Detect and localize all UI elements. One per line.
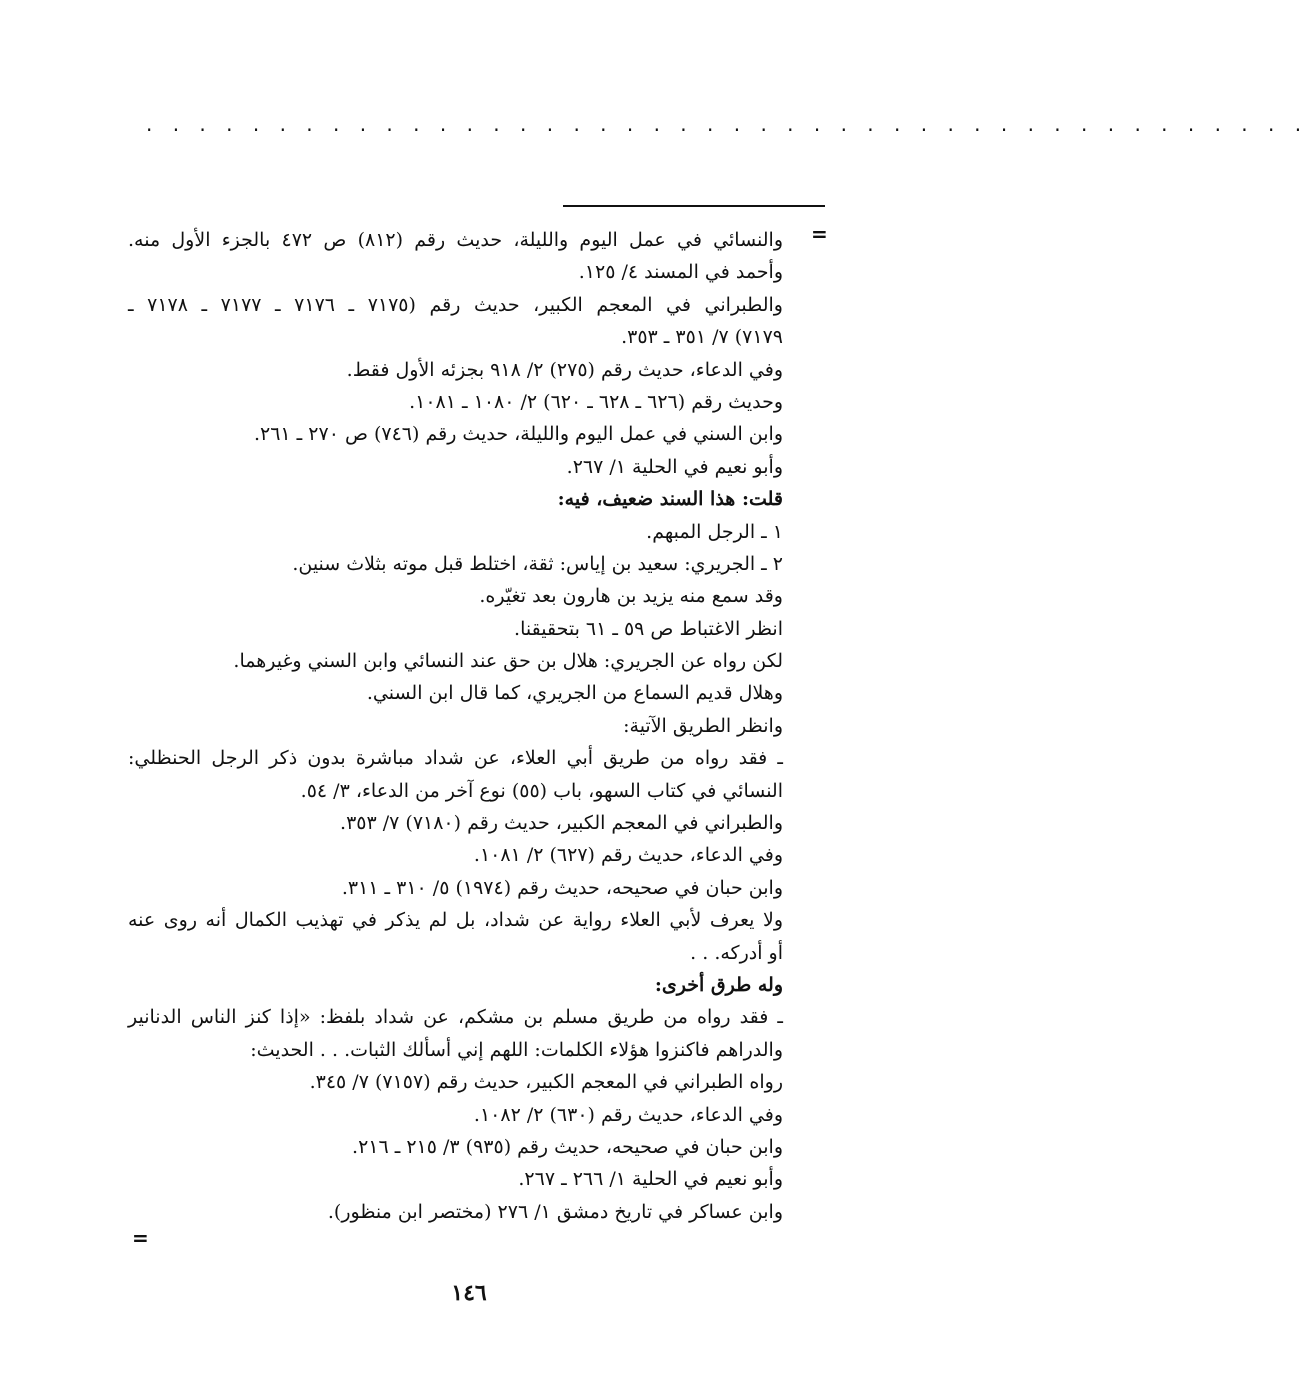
footnote-line: أو أدركه. . .	[690, 941, 783, 964]
footnote-line: وابن حبان في صحيحه، حديث رقم (٩٣٥) ٣/ ٢١٥ ـ ٢١٦.	[352, 1135, 783, 1158]
footnote-line: وانظر الطريق الآتية:	[623, 714, 783, 737]
footnote-line: والطبراني في المعجم الكبير، حديث رقم (٧١٨٠) ٧/ ٣٥٣.	[340, 812, 783, 835]
footnote-line: وأحمد في المسند ٤/ ١٢٥.	[578, 261, 783, 284]
footnote-line: رواه الطبراني في المعجم الكبير، حديث رقم (٧١٥٧) ٧/ ٣٤٥.	[309, 1071, 783, 1094]
footnote-separator-rule	[563, 205, 825, 207]
footnote-line: وفي الدعاء، حديث رقم (٦٢٧) ٢/ ١٠٨١.	[473, 844, 783, 867]
footnote-line: وابن السني في عمل اليوم والليلة، حديث رقم (٧٤٦) ص ٢٧٠ ـ ٢٦١.	[253, 423, 783, 446]
footnote-line: ١ ـ الرجل المبهم.	[646, 520, 783, 543]
footnote-line: ٧١٧٩) ٧/ ٣٥١ ـ ٣٥٣.	[621, 326, 783, 349]
page-number: ١٤٦	[451, 1280, 487, 1306]
footnote-line: وابن عساكر في تاريخ دمشق ١/ ٢٧٦ (مختصر ابن منظور).	[327, 1200, 783, 1223]
footnote-line: وأبو نعيم في الحلية ١/ ٢٦٦ ـ ٢٦٧.	[518, 1168, 783, 1191]
footnote-line: ـ فقد رواه من طريق أبي العلاء، عن شداد مباشرة بدون ذكر الرجل الحنظلي:	[128, 747, 783, 770]
footnote-line-heading: قلت: هذا السند ضعيف، فيه:	[557, 488, 783, 511]
ornamental-dot-separator: . . . . . . . . . . . . . . . . . . . . . . . . . . . . . . . . . . . . . . . . . . . .	[146, 112, 1308, 136]
footnote-line: النسائي في كتاب السهو، باب (٥٥) نوع آخر من الدعاء، ٣/ ٥٤.	[300, 779, 783, 802]
footnote-line: والطبراني في المعجم الكبير، حديث رقم (٧١٧٥ ـ ٧١٧٦ ـ ٧١٧٧ ـ ٧١٧٨ ـ	[128, 293, 783, 316]
footnote-line: والدراهم فاكنزوا هؤلاء الكلمات: اللهم إني أسألك الثبات. . . الحديث:	[250, 1038, 783, 1061]
footnote-line: وهلال قديم السماع من الجريري، كما قال ابن السني.	[366, 682, 783, 705]
footnote-line: وحديث رقم (٦٢٦ ـ ٦٢٨ ـ ٦٢٠) ٢/ ١٠٨٠ ـ ١٠٨١.	[409, 390, 783, 413]
footnote-line: وأبو نعيم في الحلية ١/ ٢٦٧.	[566, 455, 783, 478]
footnote-line: وفي الدعاء، حديث رقم (٦٣٠) ٢/ ١٠٨٢.	[473, 1103, 783, 1126]
footnote-line: وفي الدعاء، حديث رقم (٢٧٥) ٢/ ٩١٨ بجزئه الأول فقط.	[346, 358, 783, 381]
footnote-text-block	[128, 224, 783, 1228]
footnote-line: ولا يعرف لأبي العلاء رواية عن شداد، بل لم يذكر في تهذيب الكمال أنه روى عنه	[128, 909, 783, 932]
footnote-line: وابن حبان في صحيحه، حديث رقم (١٩٧٤) ٥/ ٣١٠ ـ ٣١١.	[341, 876, 783, 899]
footnote-line: وقد سمع منه يزيد بن هارون بعد تغيّره.	[479, 585, 783, 608]
footnote-line: والنسائي في عمل اليوم والليلة، حديث رقم (٨١٢) ص ٤٧٢ بالجزء الأول منه.	[128, 229, 783, 251]
footnote-line: ٢ ـ الجريري: سعيد بن إياس: ثقة، اختلط قبل موته بثلاث سنين.	[292, 552, 783, 575]
footnote-line-heading: وله طرق أخرى:	[654, 973, 783, 996]
footnote-line: انظر الاغتباط ص ٥٩ ـ ٦١ بتحقيقنا.	[514, 617, 783, 640]
footnote-line: ـ فقد رواه من طريق مسلم بن مشكم، عن شداد بلفظ: «إذا كنز الناس الدنانير	[128, 1006, 783, 1029]
footnote-line: لكن رواه عن الجريري: هلال بن حق عند النسائي وابن السني وغيرهما.	[233, 650, 783, 673]
continuation-mark-bottom: =	[132, 1226, 149, 1250]
continuation-mark-top: =	[811, 222, 828, 246]
